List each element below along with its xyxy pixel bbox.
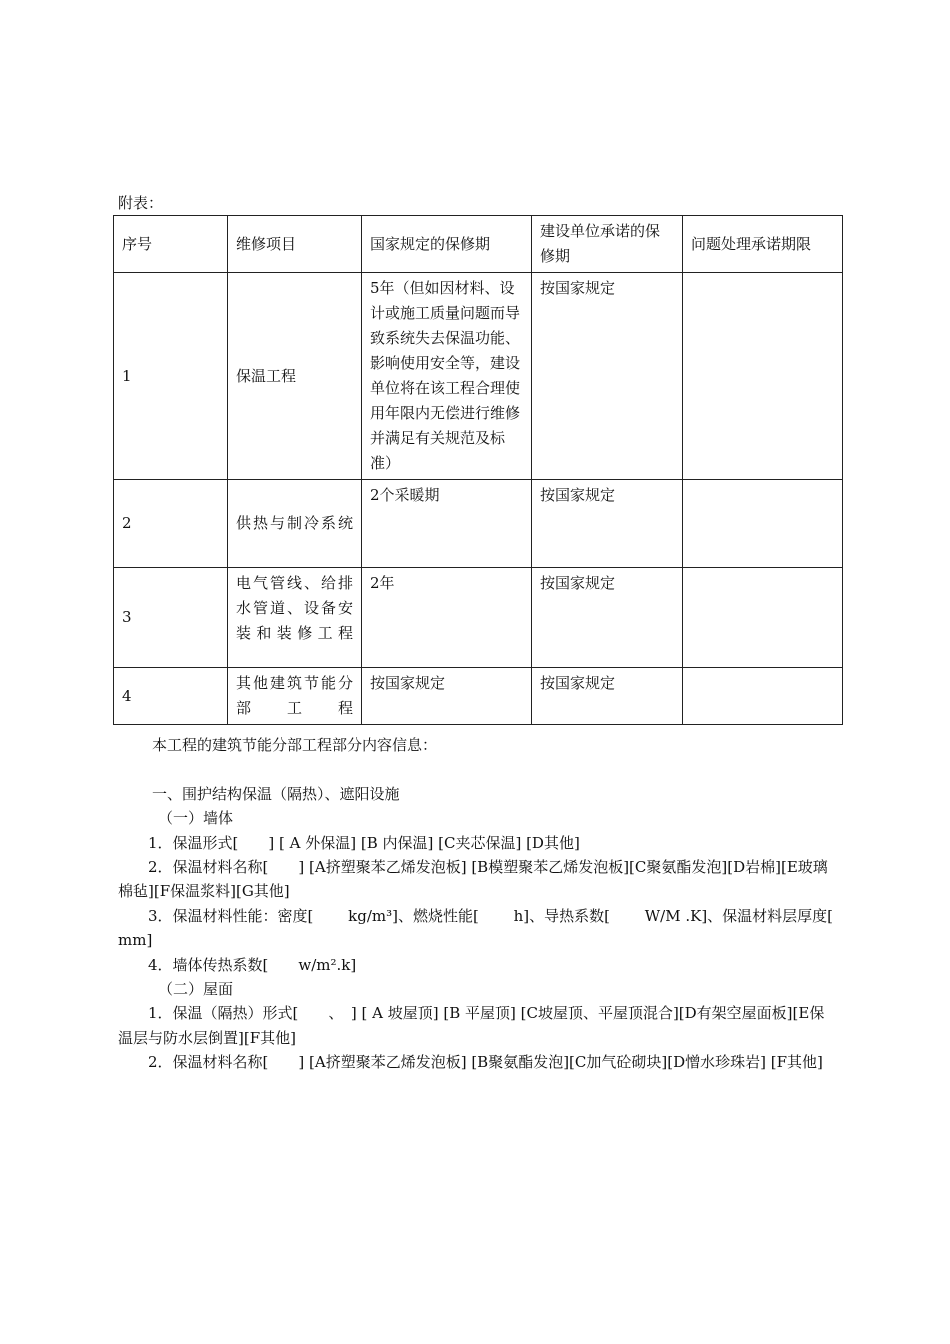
row-national: 2年 [362,568,532,668]
row-item: 保温工程 [228,273,362,480]
row-item: 供热与制冷系统 [228,480,362,568]
header-no: 序号 [114,216,228,273]
header-promise: 建设单位承诺的保修期 [532,216,683,273]
row-deadline [683,568,843,668]
table-caption: 附表： [118,194,164,212]
subsection-heading-wall: （一）墙体 [158,809,234,828]
body-text [118,733,894,1075]
section-heading: 一、围护结构保温（隔热）、遮阳设施 [152,784,400,803]
row-national: 5年（但如因材料、设计或施工质量问题而导致系统失去保温功能、影响使用安全等，建设单位将在该工程合理使用年限内无偿进行维修并满足有关规范及标准） [362,273,532,480]
row-no: 3 [114,568,228,668]
row-promise: 按国家规定 [532,273,683,480]
row-national: 2个采暖期 [362,480,532,568]
intro-paragraph: 本工程的建筑节能分部工程部分内容信息： [152,736,438,754]
row-deadline [683,668,843,725]
table-header-row [114,216,843,273]
row-deadline [683,273,843,480]
row-item: 电气管线、给排水管道、设备安装和装修工程 [228,568,362,668]
row-item: 其他建筑节能分部工程 [228,668,362,725]
row-national: 按国家规定 [362,668,532,725]
wall-item-1: 1．保温形式[ ] [ A 外保温] [B 内保温] [C夹芯保温] [D其他] [148,833,580,852]
roof-item-2: 2．保温材料名称[ ] [A挤塑聚苯乙烯发泡板] [B聚氨酯发泡][C加气砼砌块][D憎水珍珠岩] [F其他] [148,1053,823,1072]
table-row [114,568,843,668]
row-deadline [683,480,843,568]
wall-item-3: 3．保温材料性能：密度[ kg/m³]、燃烧性能[ h]、导热系数[ W/M .K]、保温材料层厚度[ mm] [118,906,894,950]
subsection-heading-roof: （二）屋面 [158,980,234,999]
row-promise: 按国家规定 [532,480,683,568]
row-no: 4 [114,668,228,725]
table-row [114,480,843,568]
header-item: 维修项目 [228,216,362,273]
table-row [114,273,843,480]
roof-item-1: 1．保温（隔热）形式[ 、 ] [ A 坡屋顶] [B 平屋顶] [C坡屋顶、平屋顶混合][D有架空屋面板][E保温层与防水层倒置][F其他] [118,1004,825,1047]
spacer [118,757,838,781]
row-promise: 按国家规定 [532,668,683,725]
header-deadline: 问题处理承诺期限 [683,216,843,273]
row-promise: 按国家规定 [532,568,683,668]
wall-item-2: 2．保温材料名称[ ] [A挤塑聚苯乙烯发泡板] [B模塑聚苯乙烯发泡板][C聚氨酯发泡][D岩棉][E玻璃棉毡][F保温浆料][G其他] [118,858,828,901]
warranty-table [113,215,843,725]
table-row [114,668,843,725]
wall-item-4: 4．墙体传热系数[ w/m².k] [148,955,357,974]
row-no: 1 [114,273,228,480]
row-no: 2 [114,480,228,568]
header-national: 国家规定的保修期 [362,216,532,273]
